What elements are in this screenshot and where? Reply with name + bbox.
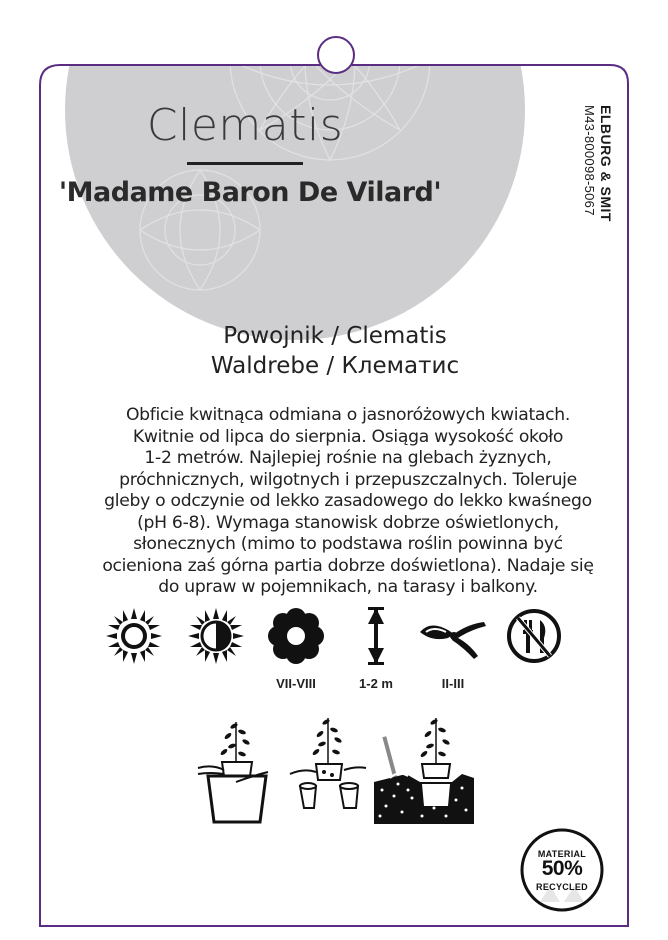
description-line: 1-2 metrów. Najlepiej rośnie na glebach żyznych,: [144, 448, 552, 468]
description-line: Kwitnie od lipca do sierpnia. Osiąga wysokość około: [132, 426, 564, 447]
brand-name: ELBURG & SMIT: [598, 105, 614, 222]
not-edible-icon: [504, 606, 564, 666]
half-shade-icon: [186, 606, 246, 666]
brand-block: [582, 105, 614, 265]
hang-hole: [318, 37, 354, 73]
description: [88, 405, 608, 599]
description-line: (pH 6-8). Wymaga stanowisk dobrze oświetlonych,: [137, 512, 559, 533]
common-name-line-2: Waldrebe / Клематис: [210, 353, 460, 379]
product-code: M43-800098-5067: [582, 105, 597, 216]
removing-pot-illustration: [288, 712, 368, 827]
recycled-percent: 50%: [541, 857, 583, 880]
height-label: 1-2 m: [359, 676, 393, 691]
description-line: Obficie kwitnąca odmiana o jasnoróżowych kwiatach.: [125, 405, 571, 425]
common-name-line-1: Powojnik / Clematis: [223, 323, 447, 349]
description-line: gleby o odczynie od lekko zasadowego do lekko kwaśnego: [104, 491, 592, 511]
recycled-material-badge: [520, 828, 604, 912]
pruning-shears-icon: [418, 606, 488, 666]
height-icon: [346, 606, 406, 666]
genus-title: Clematis: [146, 100, 344, 151]
title-divider: [187, 162, 303, 165]
cultivar-name: 'Madame Baron De Vilard': [58, 177, 442, 208]
description-line: do upraw w pojemnikach, na tarasy i balkony.: [158, 577, 538, 597]
header-circle: [65, 0, 525, 340]
recycled-line-3: RECYCLED: [536, 882, 588, 892]
planting-in-ground-illustration: [372, 712, 476, 827]
description-line: ocieniona zaś górna partia dobrze doświetlona). Nadaje się: [102, 555, 594, 576]
description-line: próchnicznych, wilgotnych i przepuszczalnych. Toleruje: [119, 469, 577, 490]
description-line: słonecznych (mimo to podstawa roślin powinna być: [133, 534, 563, 554]
recycled-line-1: MATERIAL: [537, 849, 587, 859]
full-sun-icon: [104, 606, 164, 666]
flower-icon: [266, 606, 326, 666]
planting-in-container-illustration: [196, 712, 276, 827]
pruning-period-label: II-III: [441, 676, 465, 691]
flowering-period-label: VII-VIII: [276, 676, 316, 691]
